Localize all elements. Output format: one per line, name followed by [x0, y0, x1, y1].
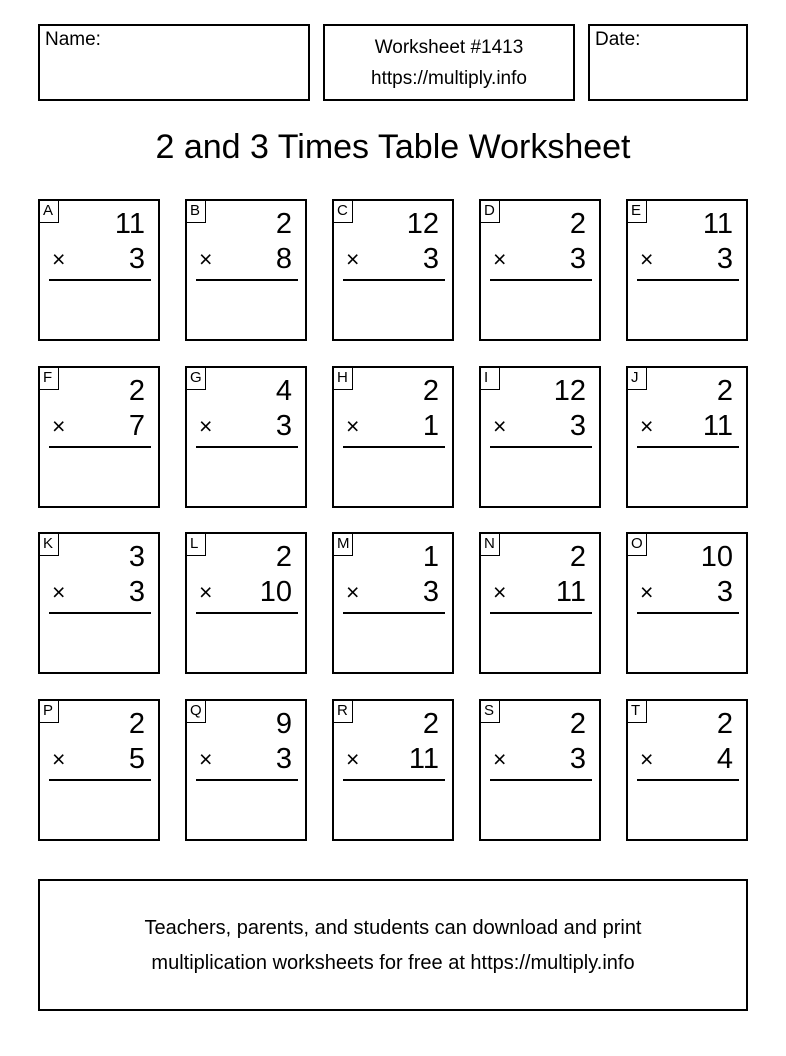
problem-letter: E: [628, 201, 647, 223]
problem-letter: J: [628, 368, 647, 390]
answer-line: [637, 612, 739, 614]
answer-line: [490, 279, 592, 281]
multiply-sign: ×: [346, 746, 360, 772]
multiply-sign: ×: [640, 746, 654, 772]
problem-letter: A: [40, 201, 59, 223]
problem-card[interactable]: [626, 366, 748, 508]
answer-line: [490, 446, 592, 448]
multiplier: 3: [422, 576, 439, 608]
worksheet-info-box: [323, 24, 575, 101]
problem-letter: M: [334, 534, 353, 556]
multiplicand: 1: [422, 541, 439, 573]
problem-letter: P: [40, 701, 59, 723]
multiply-sign: ×: [346, 246, 360, 272]
multiplier: 1: [422, 410, 439, 442]
problem-card[interactable]: [626, 199, 748, 341]
problem-letter: O: [628, 534, 647, 556]
multiplier: 11: [555, 576, 586, 608]
problem-card[interactable]: [185, 199, 307, 341]
answer-line: [49, 279, 151, 281]
multiplicand: 2: [716, 708, 733, 740]
multiply-sign: ×: [493, 246, 507, 272]
multiplicand: 2: [569, 708, 586, 740]
problem-card[interactable]: [479, 366, 601, 508]
problem-letter: F: [40, 368, 59, 390]
problem-letter: C: [334, 201, 353, 223]
multiplicand: 2: [716, 375, 733, 407]
multiply-sign: ×: [640, 579, 654, 605]
problem-card[interactable]: [626, 532, 748, 674]
multiply-sign: ×: [346, 579, 360, 605]
problem-card[interactable]: [38, 532, 160, 674]
answer-line: [49, 446, 151, 448]
answer-line: [196, 779, 298, 781]
multiplier: 3: [569, 410, 586, 442]
name-label: Name:: [45, 29, 101, 50]
problem-card[interactable]: [38, 699, 160, 841]
multiply-sign: ×: [640, 246, 654, 272]
multiply-sign: ×: [346, 413, 360, 439]
multiplier: 3: [569, 243, 586, 275]
problem-letter: S: [481, 701, 500, 723]
multiplier: 8: [275, 243, 292, 275]
answer-line: [343, 446, 445, 448]
multiply-sign: ×: [199, 413, 213, 439]
multiplicand: 2: [569, 541, 586, 573]
multiplier: 3: [128, 576, 145, 608]
footer-line: Teachers, parents, and students can download and print: [144, 917, 642, 939]
worksheet-url: https://multiply.info: [371, 68, 527, 89]
answer-line: [343, 279, 445, 281]
problem-card[interactable]: [185, 366, 307, 508]
problem-letter: R: [334, 701, 353, 723]
problem-letter: T: [628, 701, 647, 723]
answer-line: [490, 779, 592, 781]
problem-letter: K: [40, 534, 59, 556]
multiply-sign: ×: [199, 246, 213, 272]
problem-letter: D: [481, 201, 500, 223]
problem-card[interactable]: [479, 699, 601, 841]
problem-card[interactable]: [479, 532, 601, 674]
multiplicand: 11: [702, 208, 733, 240]
answer-line: [196, 279, 298, 281]
problem-card[interactable]: [38, 366, 160, 508]
answer-line: [637, 779, 739, 781]
date-label: Date:: [595, 29, 641, 50]
answer-line: [343, 612, 445, 614]
multiplier: 11: [702, 410, 733, 442]
multiplicand: 12: [406, 208, 439, 240]
problem-letter: G: [187, 368, 206, 390]
multiply-sign: ×: [199, 579, 213, 605]
problem-card[interactable]: [332, 366, 454, 508]
multiplier: 3: [569, 743, 586, 775]
date-field-box[interactable]: [588, 24, 748, 101]
problem-card[interactable]: [185, 699, 307, 841]
multiply-sign: ×: [493, 413, 507, 439]
problem-card[interactable]: [185, 532, 307, 674]
problem-card[interactable]: [332, 699, 454, 841]
footer-line: multiplication worksheets for free at https://multiply.info: [151, 952, 635, 974]
multiplier: 4: [716, 743, 733, 775]
answer-line: [49, 612, 151, 614]
answer-line: [637, 279, 739, 281]
problem-card[interactable]: [332, 199, 454, 341]
multiplicand: 2: [275, 208, 292, 240]
problem-letter: H: [334, 368, 353, 390]
multiply-sign: ×: [493, 746, 507, 772]
multiply-sign: ×: [52, 746, 66, 772]
problem-card[interactable]: [332, 532, 454, 674]
multiplicand: 10: [700, 541, 733, 573]
multiplicand: 3: [128, 541, 145, 573]
problem-letter: B: [187, 201, 206, 223]
multiplicand: 2: [422, 375, 439, 407]
multiplicand: 4: [275, 375, 292, 407]
multiplicand: 2: [275, 541, 292, 573]
multiply-sign: ×: [493, 579, 507, 605]
multiplicand: 9: [275, 708, 292, 740]
multiplicand: 12: [553, 375, 586, 407]
name-field-box[interactable]: [38, 24, 310, 101]
answer-line: [196, 612, 298, 614]
problem-card[interactable]: [626, 699, 748, 841]
multiplier: 3: [422, 243, 439, 275]
multiply-sign: ×: [199, 746, 213, 772]
multiplier: 3: [275, 410, 292, 442]
multiply-sign: ×: [52, 579, 66, 605]
multiplier: 5: [128, 743, 145, 775]
footer-note: [38, 879, 748, 1011]
multiply-sign: ×: [52, 413, 66, 439]
multiplier: 3: [716, 243, 733, 275]
multiplier: 3: [275, 743, 292, 775]
multiplier: 11: [408, 743, 439, 775]
problem-card[interactable]: [38, 199, 160, 341]
worksheet-number: Worksheet #1413: [374, 37, 524, 58]
problem-letter: N: [481, 534, 500, 556]
answer-line: [196, 446, 298, 448]
problem-letter: L: [187, 534, 206, 556]
multiply-sign: ×: [640, 413, 654, 439]
multiply-sign: ×: [52, 246, 66, 272]
page-title: 2 and 3 Times Table Worksheet: [155, 128, 631, 166]
multiplicand: 2: [422, 708, 439, 740]
multiplicand: 2: [128, 708, 145, 740]
answer-line: [637, 446, 739, 448]
multiplier: 3: [128, 243, 145, 275]
multiplier: 10: [259, 576, 292, 608]
multiplicand: 11: [114, 208, 145, 240]
multiplicand: 2: [569, 208, 586, 240]
multiplier: 7: [128, 410, 145, 442]
multiplier: 3: [716, 576, 733, 608]
answer-line: [490, 612, 592, 614]
problem-card[interactable]: [479, 199, 601, 341]
problem-letter: Q: [187, 701, 206, 723]
answer-line: [49, 779, 151, 781]
answer-line: [343, 779, 445, 781]
multiplicand: 2: [128, 375, 145, 407]
problem-letter: I: [481, 368, 500, 390]
